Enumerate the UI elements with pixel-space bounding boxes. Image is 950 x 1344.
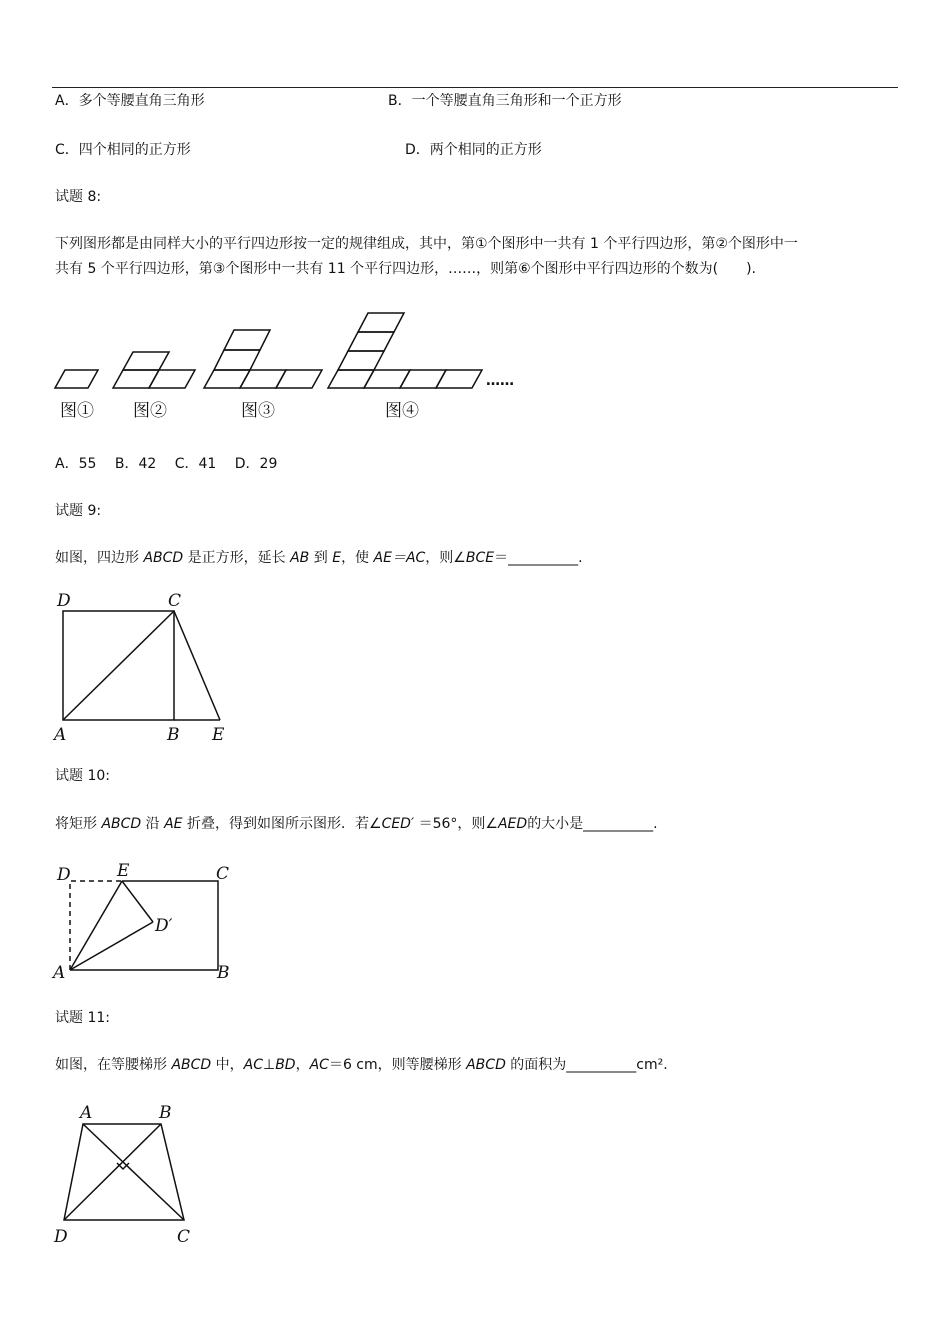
q10-label-a: A	[53, 963, 66, 983]
q11-label-a: A	[80, 1103, 93, 1123]
q11-title: 试题 11:	[55, 1010, 110, 1026]
q7-option-b: B．一个等腰直角三角形和一个正方形	[388, 93, 622, 109]
q10-label-c: C	[216, 864, 230, 884]
q9-label-d: D	[57, 591, 71, 611]
q9-label-e: E	[212, 725, 225, 745]
q10-title: 试题 10:	[55, 768, 110, 784]
q8-text-line1: 下列图形都是由同样大小的平行四边形按一定的规律组成，其中，第①个图形中一共有 1 个平行四边形，第②个图形中一	[55, 236, 798, 252]
q10-label-e: E	[117, 861, 130, 881]
q9-question-text: 如图，四边形 ABCD 是正方形，延长 AB 到 E，使 AE＝AC，则∠BCE＝__________.	[55, 550, 583, 566]
q10-label-b: B	[217, 963, 230, 983]
q11-label-b: B	[159, 1103, 172, 1123]
q9-title: 试题 9:	[55, 503, 102, 519]
q7-option-d: D．两个相同的正方形	[405, 142, 542, 158]
q8-fig4-label: 图④	[385, 401, 419, 421]
q10-label-d: D	[57, 865, 71, 885]
q10-question-text: 将矩形 ABCD 沿 AE 折叠，得到如图所示图形．若∠CED′ ＝56°，则∠AED的大小是__________.	[55, 816, 658, 832]
q11-label-d: D	[54, 1227, 68, 1247]
q7-option-c: C．四个相同的正方形	[55, 142, 191, 158]
q8-text-line2: 共有 5 个平行四边形，第③个图形中一共有 11 个平行四边形，……，则第⑥个图形中平行四边形的个数为( ).	[55, 261, 756, 277]
q9-label-a: A	[54, 725, 67, 745]
q7-option-a: A．多个等腰直角三角形	[55, 93, 205, 109]
q8-answer-options: A．55 B．42 C．41 D．29	[55, 456, 278, 472]
q8-fig3-label: 图③	[241, 401, 275, 421]
q11-label-c: C	[177, 1227, 191, 1247]
q8-figure-ellipsis: ……	[486, 373, 514, 389]
q10-label-d-prime: D′	[155, 916, 173, 936]
q8-fig2-label: 图②	[133, 401, 167, 421]
q8-title: 试题 8:	[55, 189, 102, 205]
q9-label-c: C	[168, 591, 182, 611]
q11-question-text: 如图，在等腰梯形 ABCD 中，AC⊥BD，AC＝6 cm，则等腰梯形 ABCD 的面积为__________cm².	[55, 1057, 668, 1073]
q9-label-b: B	[167, 725, 180, 745]
q8-fig1-label: 图①	[60, 401, 94, 421]
